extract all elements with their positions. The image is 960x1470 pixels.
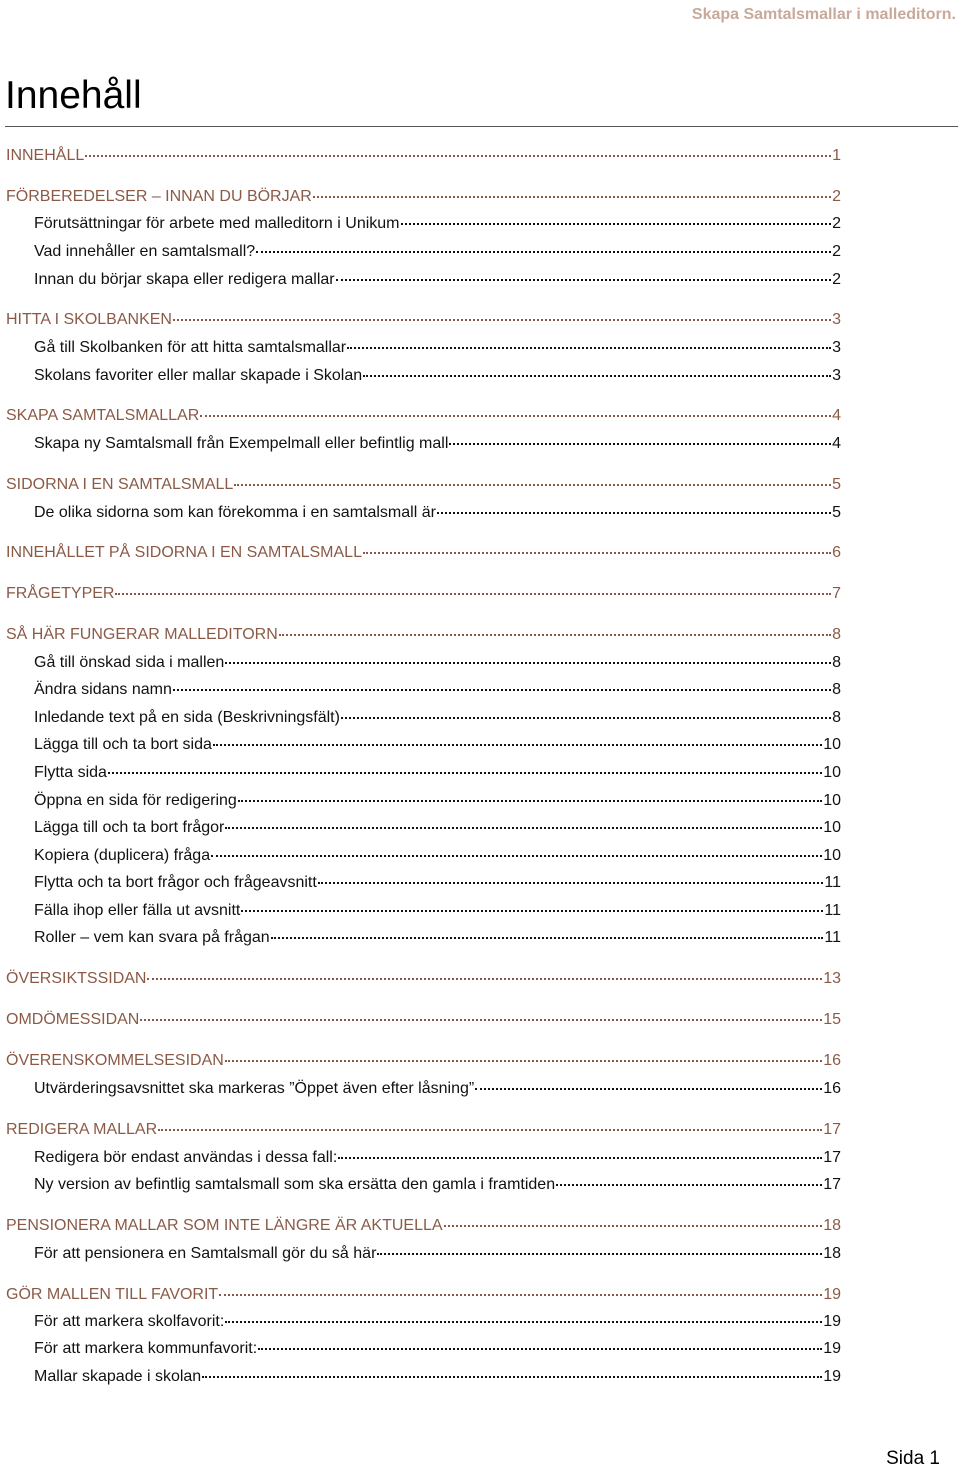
toc-entry[interactable] xyxy=(34,500,841,526)
toc-entry-page: 8 xyxy=(832,654,841,671)
toc-entry-label: Innan du börjar skapa eller redigera mallar xyxy=(34,271,335,288)
toc-entry-page: 10 xyxy=(823,792,841,809)
toc-entry-page: 19 xyxy=(823,1340,841,1357)
toc-entry[interactable] xyxy=(34,760,841,786)
toc-entry-label: Inledande text på en sida (Beskrivningsfält) xyxy=(34,709,340,726)
toc-entry-page: 17 xyxy=(823,1176,841,1193)
toc-entry-page: 11 xyxy=(824,929,841,946)
toc-dot-leader xyxy=(401,223,832,225)
toc-entry[interactable] xyxy=(34,1309,841,1335)
toc-entry-page: 3 xyxy=(832,339,841,356)
toc-entry-label: Kopiera (duplicera) fråga xyxy=(34,847,211,864)
toc-entry[interactable] xyxy=(34,267,841,293)
toc-dot-leader xyxy=(147,978,822,980)
toc-entry-label: Gå till Skolbanken för att hitta samtalsmallar xyxy=(34,339,347,356)
toc-entry-page: 3 xyxy=(832,311,841,328)
toc-dot-leader xyxy=(225,1321,822,1323)
toc-entry-label: HITTA I SKOLBANKEN xyxy=(6,311,172,328)
toc-dot-leader xyxy=(258,1348,822,1350)
toc-entry-label: INNEHÅLL xyxy=(6,147,85,164)
toc-entry-label: Utvärderingsavsnittet ska markeras ”Öppet även efter låsning” xyxy=(34,1080,475,1097)
toc-dot-leader xyxy=(108,772,822,774)
toc-entry[interactable] xyxy=(34,925,841,951)
toc-entry[interactable] xyxy=(6,1117,841,1143)
toc-entry-label: Vad innehåller en samtalsmall? xyxy=(34,243,256,260)
toc-dot-leader xyxy=(115,593,831,595)
toc-entry-label: Redigera bör endast användas i dessa fall: xyxy=(34,1149,338,1166)
toc-entry-page: 5 xyxy=(832,476,841,493)
toc-entry-label: För att markera skolfavorit: xyxy=(34,1313,225,1330)
toc-dot-leader xyxy=(336,279,831,281)
toc-entry[interactable] xyxy=(34,705,841,731)
toc-entry-page: 8 xyxy=(832,626,841,643)
toc-entry-label: FÖRBEREDELSER – INNAN DU BÖRJAR xyxy=(6,188,312,205)
toc-entry-page: 11 xyxy=(824,902,841,919)
toc-entry-label: Lägga till och ta bort frågor xyxy=(34,819,225,836)
toc-entry-page: 2 xyxy=(832,271,841,288)
toc-entry[interactable] xyxy=(6,143,841,169)
toc-entry[interactable] xyxy=(6,307,841,333)
toc-entry-label: För att pensionera en Samtalsmall gör du så här xyxy=(34,1245,377,1262)
toc-entry-page: 19 xyxy=(823,1313,841,1330)
toc-dot-leader xyxy=(556,1184,822,1186)
toc-dot-leader xyxy=(241,910,823,912)
toc-dot-leader xyxy=(173,319,831,321)
toc-entry[interactable] xyxy=(6,184,841,210)
toc-entry[interactable] xyxy=(34,239,841,265)
toc-entry-page: 8 xyxy=(832,709,841,726)
toc-dot-leader xyxy=(279,634,831,636)
toc-entry[interactable] xyxy=(34,650,841,676)
toc-entry[interactable] xyxy=(34,363,841,389)
toc-entry-label: Ändra sidans namn xyxy=(34,681,172,698)
toc-dot-leader xyxy=(173,689,831,691)
toc-entry[interactable] xyxy=(6,1282,841,1308)
toc-entry-page: 1 xyxy=(832,147,841,164)
toc-dot-leader xyxy=(347,347,831,349)
toc-entry-label: INNEHÅLLET PÅ SIDORNA I EN SAMTALSMALL xyxy=(6,544,362,561)
toc-entry-label: FRÅGETYPER xyxy=(6,585,115,602)
toc-entry-label: SKAPA SAMTALSMALLAR xyxy=(6,407,200,424)
toc-dot-leader xyxy=(225,1060,822,1062)
toc-entry-label: För att markera kommunfavorit: xyxy=(34,1340,258,1357)
toc-entry-label: Fälla ihop eller fälla ut avsnitt xyxy=(34,902,241,919)
toc-entry[interactable] xyxy=(6,1007,841,1033)
toc-entry[interactable] xyxy=(34,1076,841,1102)
toc-entry-label: REDIGERA MALLAR xyxy=(6,1121,158,1138)
toc-entry[interactable] xyxy=(6,581,841,607)
toc-entry[interactable] xyxy=(34,1241,841,1267)
toc-entry[interactable] xyxy=(6,1048,841,1074)
toc-entry-label: SIDORNA I EN SAMTALSMALL xyxy=(6,476,234,493)
toc-dot-leader xyxy=(313,196,831,198)
toc-entry-page: 19 xyxy=(823,1286,841,1303)
toc-dot-leader xyxy=(318,882,824,884)
toc-dot-leader xyxy=(140,1019,822,1021)
toc-entry-label: GÖR MALLEN TILL FAVORIT xyxy=(6,1286,219,1303)
toc-dot-leader xyxy=(437,512,831,514)
toc-entry[interactable] xyxy=(34,843,841,869)
toc-dot-leader xyxy=(213,744,822,746)
toc-entry[interactable] xyxy=(6,966,841,992)
toc-entry-page: 17 xyxy=(823,1149,841,1166)
toc-dot-leader xyxy=(211,855,822,857)
toc-entry-page: 19 xyxy=(823,1368,841,1385)
toc-entry[interactable] xyxy=(34,898,841,924)
toc-entry-page: 4 xyxy=(832,407,841,424)
toc-entry-label: SÅ HÄR FUNGERAR MALLEDITORN xyxy=(6,626,278,643)
running-header: Skapa Samtalsmallar i malleditorn. xyxy=(691,6,956,23)
toc-entry-label: Roller – vem kan svara på frågan xyxy=(34,929,270,946)
toc-entry-page: 2 xyxy=(832,243,841,260)
toc-entry-page: 11 xyxy=(824,874,841,891)
toc-entry-label: Flytta och ta bort frågor och frågeavsnitt xyxy=(34,874,317,891)
toc-dot-leader xyxy=(363,375,831,377)
toc-entry[interactable] xyxy=(34,1172,841,1198)
toc-entry-page: 10 xyxy=(823,819,841,836)
toc-entry[interactable] xyxy=(6,1213,841,1239)
toc-entry[interactable] xyxy=(34,431,841,457)
toc-entry-label: ÖVERSIKTSSIDAN xyxy=(6,970,147,987)
toc-entry-label: Flytta sida xyxy=(34,764,107,781)
toc-entry[interactable] xyxy=(6,472,841,498)
toc-entry-page: 3 xyxy=(832,367,841,384)
toc-entry[interactable] xyxy=(34,870,841,896)
toc-entry-label: ÖVERENSKOMMELSESIDAN xyxy=(6,1052,224,1069)
toc-dot-leader xyxy=(377,1253,822,1255)
toc-entry-page: 18 xyxy=(823,1217,841,1234)
toc-dot-leader xyxy=(200,415,831,417)
toc-entry-label: Förutsättningar för arbete med malleditorn i Unikum xyxy=(34,215,400,232)
toc-entry[interactable] xyxy=(6,540,841,566)
toc-entry[interactable] xyxy=(34,335,841,361)
toc-entry-page: 5 xyxy=(832,504,841,521)
toc-entry-page: 4 xyxy=(832,435,841,452)
toc-dot-leader xyxy=(202,1376,822,1378)
toc-dot-leader xyxy=(341,717,831,719)
toc-entry[interactable] xyxy=(6,622,841,648)
toc-entry-page: 16 xyxy=(823,1052,841,1069)
toc-entry-label: Ny version av befintlig samtalsmall som ska ersätta den gamla i framtiden xyxy=(34,1176,556,1193)
toc-entry[interactable] xyxy=(34,1364,841,1390)
toc-dot-leader xyxy=(449,443,831,445)
toc-dot-leader xyxy=(219,1294,822,1296)
toc-entry[interactable] xyxy=(34,732,841,758)
toc-entry-label: Skapa ny Samtalsmall från Exempelmall eller befintlig mall xyxy=(34,435,449,452)
toc-entry-label: PENSIONERA MALLAR SOM INTE LÄNGRE ÄR AKTUELLA xyxy=(6,1217,443,1234)
toc-entry-page: 13 xyxy=(823,970,841,987)
toc-entry-page: 15 xyxy=(823,1011,841,1028)
toc-entry[interactable] xyxy=(6,403,841,429)
toc-entry-page: 2 xyxy=(832,188,841,205)
toc-dot-leader xyxy=(225,662,831,664)
toc-entry-label: Öppna en sida för redigering xyxy=(34,792,237,809)
toc-dot-leader xyxy=(234,484,831,486)
toc-entry-page: 8 xyxy=(832,681,841,698)
toc-dot-leader xyxy=(475,1088,822,1090)
toc-entry-label: OMDÖMESSIDAN xyxy=(6,1011,140,1028)
toc-entry-label: Gå till önskad sida i mallen xyxy=(34,654,225,671)
title-underline xyxy=(5,126,958,127)
toc-entry[interactable] xyxy=(34,815,841,841)
toc-dot-leader xyxy=(85,155,831,157)
toc-entry-label: De olika sidorna som kan förekomma i en samtalsmall är xyxy=(34,504,436,521)
toc-entry[interactable] xyxy=(34,1145,841,1171)
toc-entry-page: 2 xyxy=(832,215,841,232)
toc-entry[interactable] xyxy=(34,788,841,814)
toc-dot-leader xyxy=(363,552,831,554)
toc-entry-page: 10 xyxy=(823,736,841,753)
toc-entry-label: Mallar skapade i skolan xyxy=(34,1368,202,1385)
toc-dot-leader xyxy=(338,1157,822,1159)
toc-entry-page: 18 xyxy=(823,1245,841,1262)
toc-entry-page: 7 xyxy=(832,585,841,602)
toc-entry[interactable] xyxy=(34,211,841,237)
toc-entry-page: 16 xyxy=(823,1080,841,1097)
toc-entry-page: 10 xyxy=(823,847,841,864)
toc-entry-page: 6 xyxy=(832,544,841,561)
toc-entry-page: 17 xyxy=(823,1121,841,1138)
toc-dot-leader xyxy=(256,251,831,253)
page-title: Innehåll xyxy=(5,74,142,117)
toc-dot-leader xyxy=(271,937,824,939)
toc-entry-label: Lägga till och ta bort sida xyxy=(34,736,212,753)
toc-entry-page: 10 xyxy=(823,764,841,781)
toc-entry[interactable] xyxy=(34,1336,841,1362)
toc-dot-leader xyxy=(225,827,822,829)
toc-entry-label: Skolans favoriter eller mallar skapade i Skolan xyxy=(34,367,363,384)
toc-dot-leader xyxy=(444,1225,823,1227)
toc-entry[interactable] xyxy=(34,677,841,703)
page-number: Sida 1 xyxy=(886,1448,940,1469)
toc-dot-leader xyxy=(238,800,822,802)
toc-dot-leader xyxy=(158,1129,822,1131)
